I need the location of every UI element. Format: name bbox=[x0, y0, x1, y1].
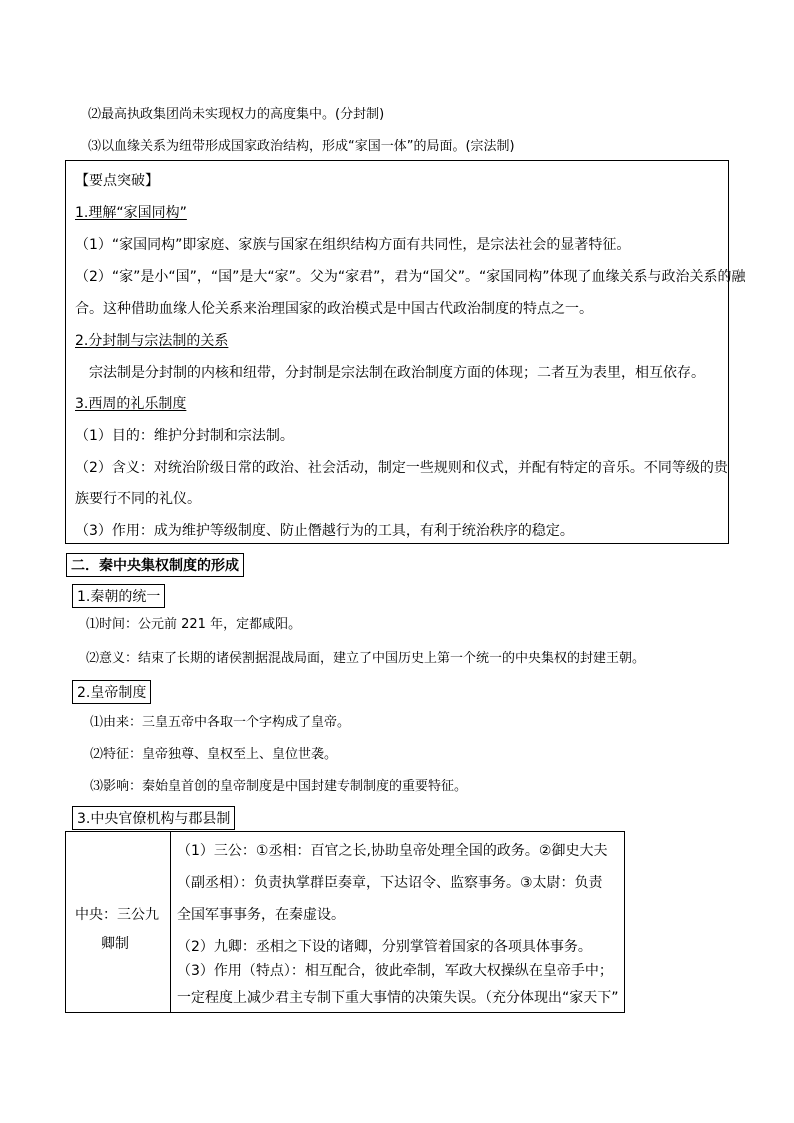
key-point-3-item-2b: 族要行不同的礼仪。 bbox=[75, 491, 201, 507]
bureaucracy-table bbox=[65, 831, 625, 1013]
list-item: ⑴由来：三皇五帝中各取一个字构成了皇帝。 bbox=[90, 715, 351, 730]
key-point-1-item-2a: （2）“家”是小“国”，“国”是大“家”。父为“家君”，君为“国父”。“家国同构”体现了血缘关系与政治关系的融 bbox=[75, 269, 746, 285]
key-point-3-item-1: （1）目的：维护分封制和宗法制。 bbox=[75, 428, 294, 444]
key-point-1-item-2b: 合。这种借助血缘人伦关系来治理国家的政治模式是中国古代政治制度的特点之一。 bbox=[75, 301, 593, 317]
intro-line-fenfeng: ⑵最高执政集团尚未实现权力的高度集中。(分封制) bbox=[88, 107, 385, 122]
key-point-heading-2: 2.分封制与宗法制的关系 bbox=[75, 333, 229, 349]
table-text-line: （1）三公：①丞相：百官之长,协助皇帝处理全国的政务。②御史大夫 bbox=[177, 843, 608, 859]
key-point-3-item-2a: （2）含义：对统治阶级日常的政治、社会活动，制定一些规则和仪式，并配有特定的音乐。不同等级的贵 bbox=[75, 460, 728, 476]
subsection-qin-unification: 1.秦朝的统一 bbox=[72, 584, 165, 608]
key-points-title: 【要点突破】 bbox=[75, 173, 159, 189]
table-label-line-1: 中央：三公九 bbox=[75, 907, 159, 923]
subsection-central-bureaucracy: 3.中央官僚机构与郡县制 bbox=[72, 806, 235, 830]
list-item: ⑵意义：结束了长期的诸侯割据混战局面，建立了中国历史上第一个统一的中央集权的封建王朝。 bbox=[86, 651, 646, 666]
table-text-line: 一定程度上减少君主专制下重大事情的决策失误。（充分体现出“家天下” bbox=[177, 990, 619, 1006]
table-text-line: （2）九卿：丞相之下设的诸卿，分别掌管着国家的各项具体事务。 bbox=[177, 939, 592, 955]
intro-line-zongfa: ⑶以血缘关系为纽带形成国家政治结构，形成“家国一体”的局面。(宗法制) bbox=[88, 139, 515, 154]
list-item: ⑶影响：秦始皇首创的皇帝制度是中国封建专制制度的重要特征。 bbox=[90, 779, 468, 794]
table-label-line-2: 卿制 bbox=[101, 936, 129, 952]
table-text-line: 全国军事事务，在秦虚设。 bbox=[177, 907, 345, 923]
key-points-box bbox=[65, 160, 746, 544]
subsection-emperor-system: 2.皇帝制度 bbox=[72, 680, 151, 704]
table-text-line: （3）作用（特点）：相互配合，彼此牵制，军政大权操纵在皇帝手中； bbox=[177, 963, 613, 979]
key-point-1-item-1: （1）“家国同构”即家庭、家族与国家在组织结构方面有共同性，是宗法社会的显著特征。 bbox=[75, 237, 631, 253]
list-item: ⑵特征：皇帝独尊、皇权至上、皇位世袭。 bbox=[90, 747, 338, 762]
key-point-heading-1: 1.理解“家国同构” bbox=[75, 205, 187, 221]
section-2-heading: 二．秦中央集权制度的形成 bbox=[66, 553, 244, 577]
list-item: ⑴时间：公元前 221 年，定都咸阳。 bbox=[86, 617, 302, 632]
table-text-line: （副丞相）：负责执掌群臣奏章，下达诏令、监察事务。③太尉：负责 bbox=[177, 875, 603, 891]
key-point-3-item-3: （3）作用：成为维护等级制度、防止僭越行为的工具，有利于统治秩序的稳定。 bbox=[75, 523, 574, 539]
table-label-cell bbox=[66, 832, 171, 1012]
key-point-2-text: 宗法制是分封制的内核和纽带，分封制是宗法制在政治制度方面的体现；二者互为表里，相互依存。 bbox=[89, 365, 705, 381]
key-point-heading-3: 3.西周的礼乐制度 bbox=[75, 396, 187, 412]
